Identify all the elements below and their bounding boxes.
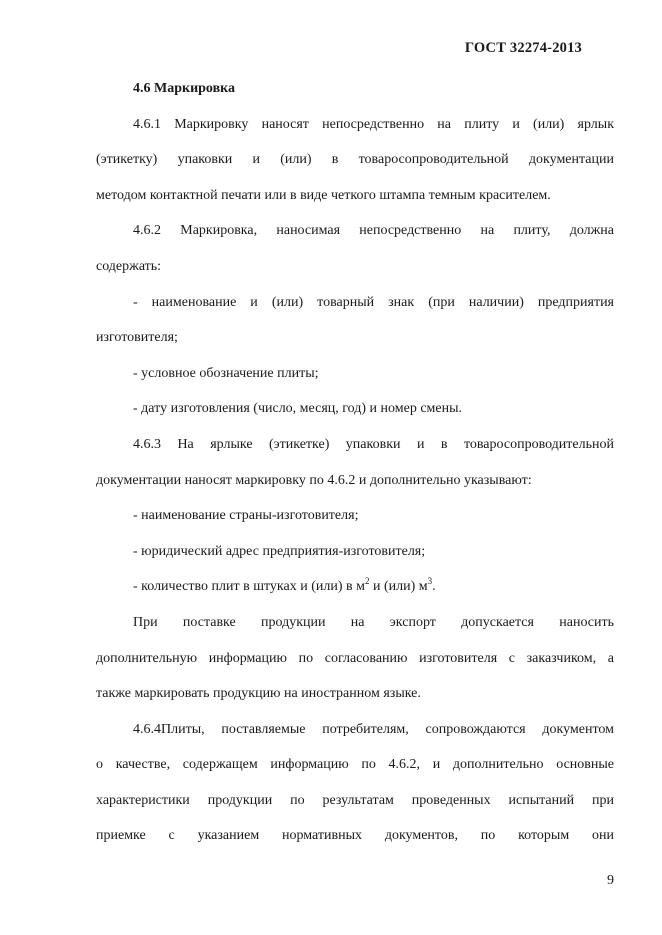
paragraph-line: также маркировать продукцию на иностранном языке.: [96, 686, 421, 702]
paragraph-line: При поставке продукции на экспорт допускается наносить: [133, 614, 614, 630]
list-item: - условное обозначение плиты;: [133, 365, 319, 381]
paragraph-line: (этикетку) упаковки и (или) в товаросопроводительной документации: [96, 152, 614, 168]
paragraph-line: приемке с указанием нормативных документов, по которым они: [96, 828, 614, 844]
paragraph-line: 4.6.1 Маркировку наносят непосредственно на плиту и (или) ярлык: [133, 116, 614, 132]
paragraph-line: документации наносят маркировку по 4.6.2 и дополнительно указывают:: [96, 472, 532, 488]
quantity-text: - количество плит в штуках и (или) в м: [133, 579, 365, 595]
list-item: - наименование страны-изготовителя;: [133, 508, 359, 524]
document-body: [96, 71, 614, 854]
paragraph-line: 4.6.3 На ярлыке (этикетке) упаковки и в товаросопроводительной: [133, 436, 614, 452]
list-item: - юридический адрес предприятия-изготовителя;: [133, 543, 426, 559]
section-title: 4.6 Маркировка: [133, 81, 235, 96]
list-item: - дату изготовления (число, месяц, год) и номер смены.: [133, 401, 462, 417]
document-code: ГОСТ 32274-2013: [464, 40, 582, 56]
paragraph-line: 4.6.4Плиты, поставляемые потребителям, сопровождаются документом: [133, 721, 614, 737]
paragraph-line: содержать:: [96, 258, 162, 274]
paragraph-line: методом контактной печати или в виде четкого штампа темным красителем.: [96, 187, 551, 203]
superscript-cube: 3: [427, 576, 433, 587]
paragraph-line: характеристики продукции по результатам проведенных испытаний при: [96, 792, 614, 808]
paragraph-line: 4.6.2 Маркировка, наносимая непосредственно на плиту, должна: [133, 223, 614, 239]
superscript-square: 2: [364, 576, 370, 587]
list-item-line: изготовителя;: [96, 330, 178, 346]
quantity-text-end: .: [432, 579, 436, 595]
list-item-quantity: [96, 569, 614, 605]
paragraph-line: о качестве, содержащем информацию по 4.6.2, и дополнительно основные: [96, 757, 614, 773]
list-item-line: - наименование и (или) товарный знак (при наличии) предприятия: [133, 294, 614, 310]
page-number: 9: [607, 873, 614, 888]
quantity-text-2: и (или) м: [369, 579, 428, 595]
paragraph-line: дополнительную информацию по согласованию изготовителя с заказчиком, а: [96, 650, 614, 666]
